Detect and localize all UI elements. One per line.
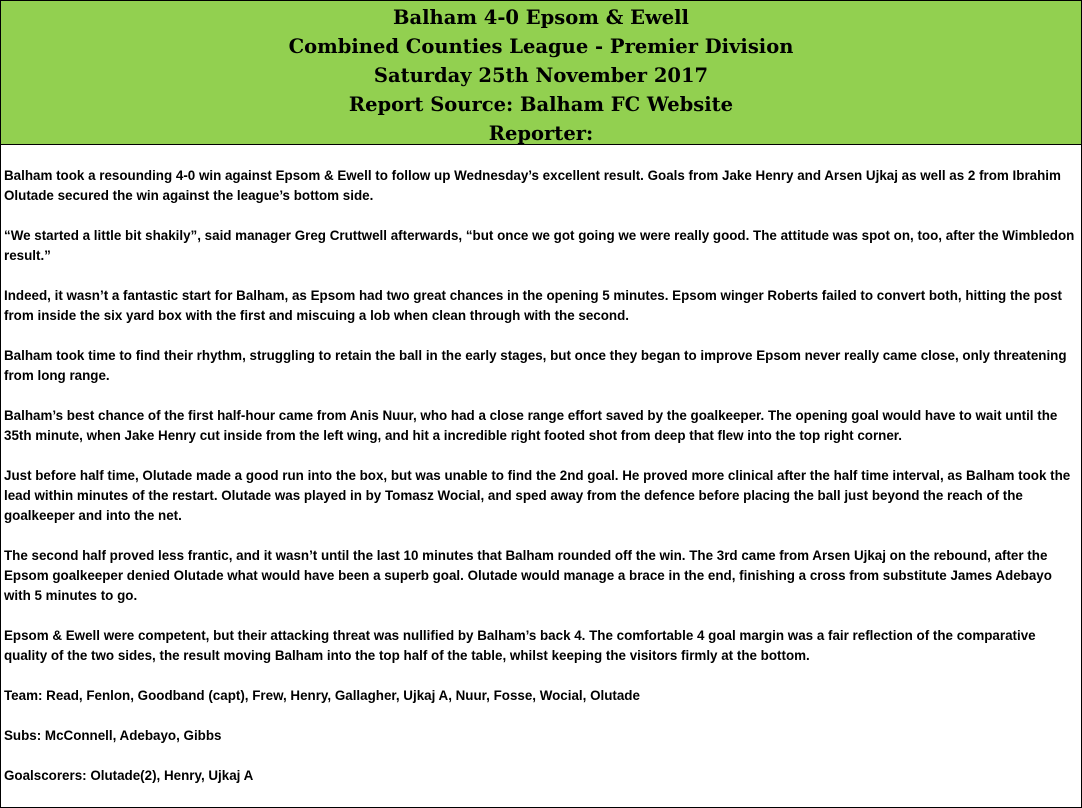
report-body bbox=[1, 145, 1081, 786]
report-paragraph: The second half proved less frantic, and it wasn’t until the last 10 minutes that Balham rounded off the win. The 3rd came from Arsen Ujkaj on the rebound, after the Epsom goalkeeper denied Olutade what would have been a superb goal. Olutade would manage a brace in the end, finishing a cross from substitute James Adebayo with 5 minutes to go. bbox=[4, 548, 1052, 603]
match-date: Saturday 25th November 2017 bbox=[373, 64, 709, 87]
substitutes-list: Subs: McConnell, Adebayo, Gibbs bbox=[4, 728, 222, 743]
report-paragraph: Balham took a resounding 4-0 win against Epsom & Ewell to follow up Wednesday’s excellent result. Goals from Jake Henry and Arsen Ujkaj as well as 2 from Ibrahim Olutade secured the win against the league’s bottom side. bbox=[4, 168, 1061, 203]
report-source: Report Source: Balham FC Website bbox=[348, 93, 734, 116]
match-title: Balham 4-0 Epsom & Ewell bbox=[393, 6, 689, 29]
report-paragraph: Indeed, it wasn’t a fantastic start for Balham, as Epsom had two great chances in the opening 5 minutes. Epsom winger Roberts failed to convert both, hitting the post from inside the six yard box with the first and miscuing a lob when clean through with the second. bbox=[4, 288, 1063, 323]
report-paragraph: Balham’s best chance of the first half-hour came from Anis Nuur, who had a close range effort saved by the goalkeeper. The opening goal would have to wait until the 35th minute, when Jake Henry cut inside from the left wing, and hit a incredible right footed shot from deep that flew into the top right corner. bbox=[4, 408, 1058, 443]
report-paragraph: “We started a little bit shakily”, said manager Greg Cruttwell afterwards, “but once we got going we were really good. The attitude was spot on, too, after the Wimbledon result.” bbox=[4, 228, 1075, 263]
competition-name: Combined Counties League - Premier Division bbox=[288, 35, 794, 58]
report-paragraph: Just before half time, Olutade made a good run into the box, but was unable to find the 2nd goal. He proved more clinical after the half time interval, as Balham took the lead within minutes of the restart. Olutade was played in by Tomasz Wocial, and sped away from the defence before placing the ball just beyond the reach of the goalkeeper and into the net. bbox=[4, 468, 1071, 523]
report-paragraph: Balham took time to find their rhythm, struggling to retain the ball in the early stages, but once they began to improve Epsom never really came close, only threatening from long range. bbox=[4, 348, 1067, 383]
report-header bbox=[1, 1, 1081, 145]
goalscorers-list: Goalscorers: Olutade(2), Henry, Ujkaj A bbox=[4, 768, 254, 783]
report-paragraph: Epsom & Ewell were competent, but their attacking threat was nullified by Balham’s back 4. The comfortable 4 goal margin was a fair reflection of the comparative quality of the two sides, the result moving Balham into the top half of the table, whilst keeping the visitors firmly at the bottom. bbox=[4, 628, 1036, 663]
team-lineup: Team: Read, Fenlon, Goodband (capt), Frew, Henry, Gallagher, Ujkaj A, Nuur, Fosse, Wocial, Olutade bbox=[4, 688, 640, 703]
reporter-label: Reporter: bbox=[488, 122, 594, 145]
